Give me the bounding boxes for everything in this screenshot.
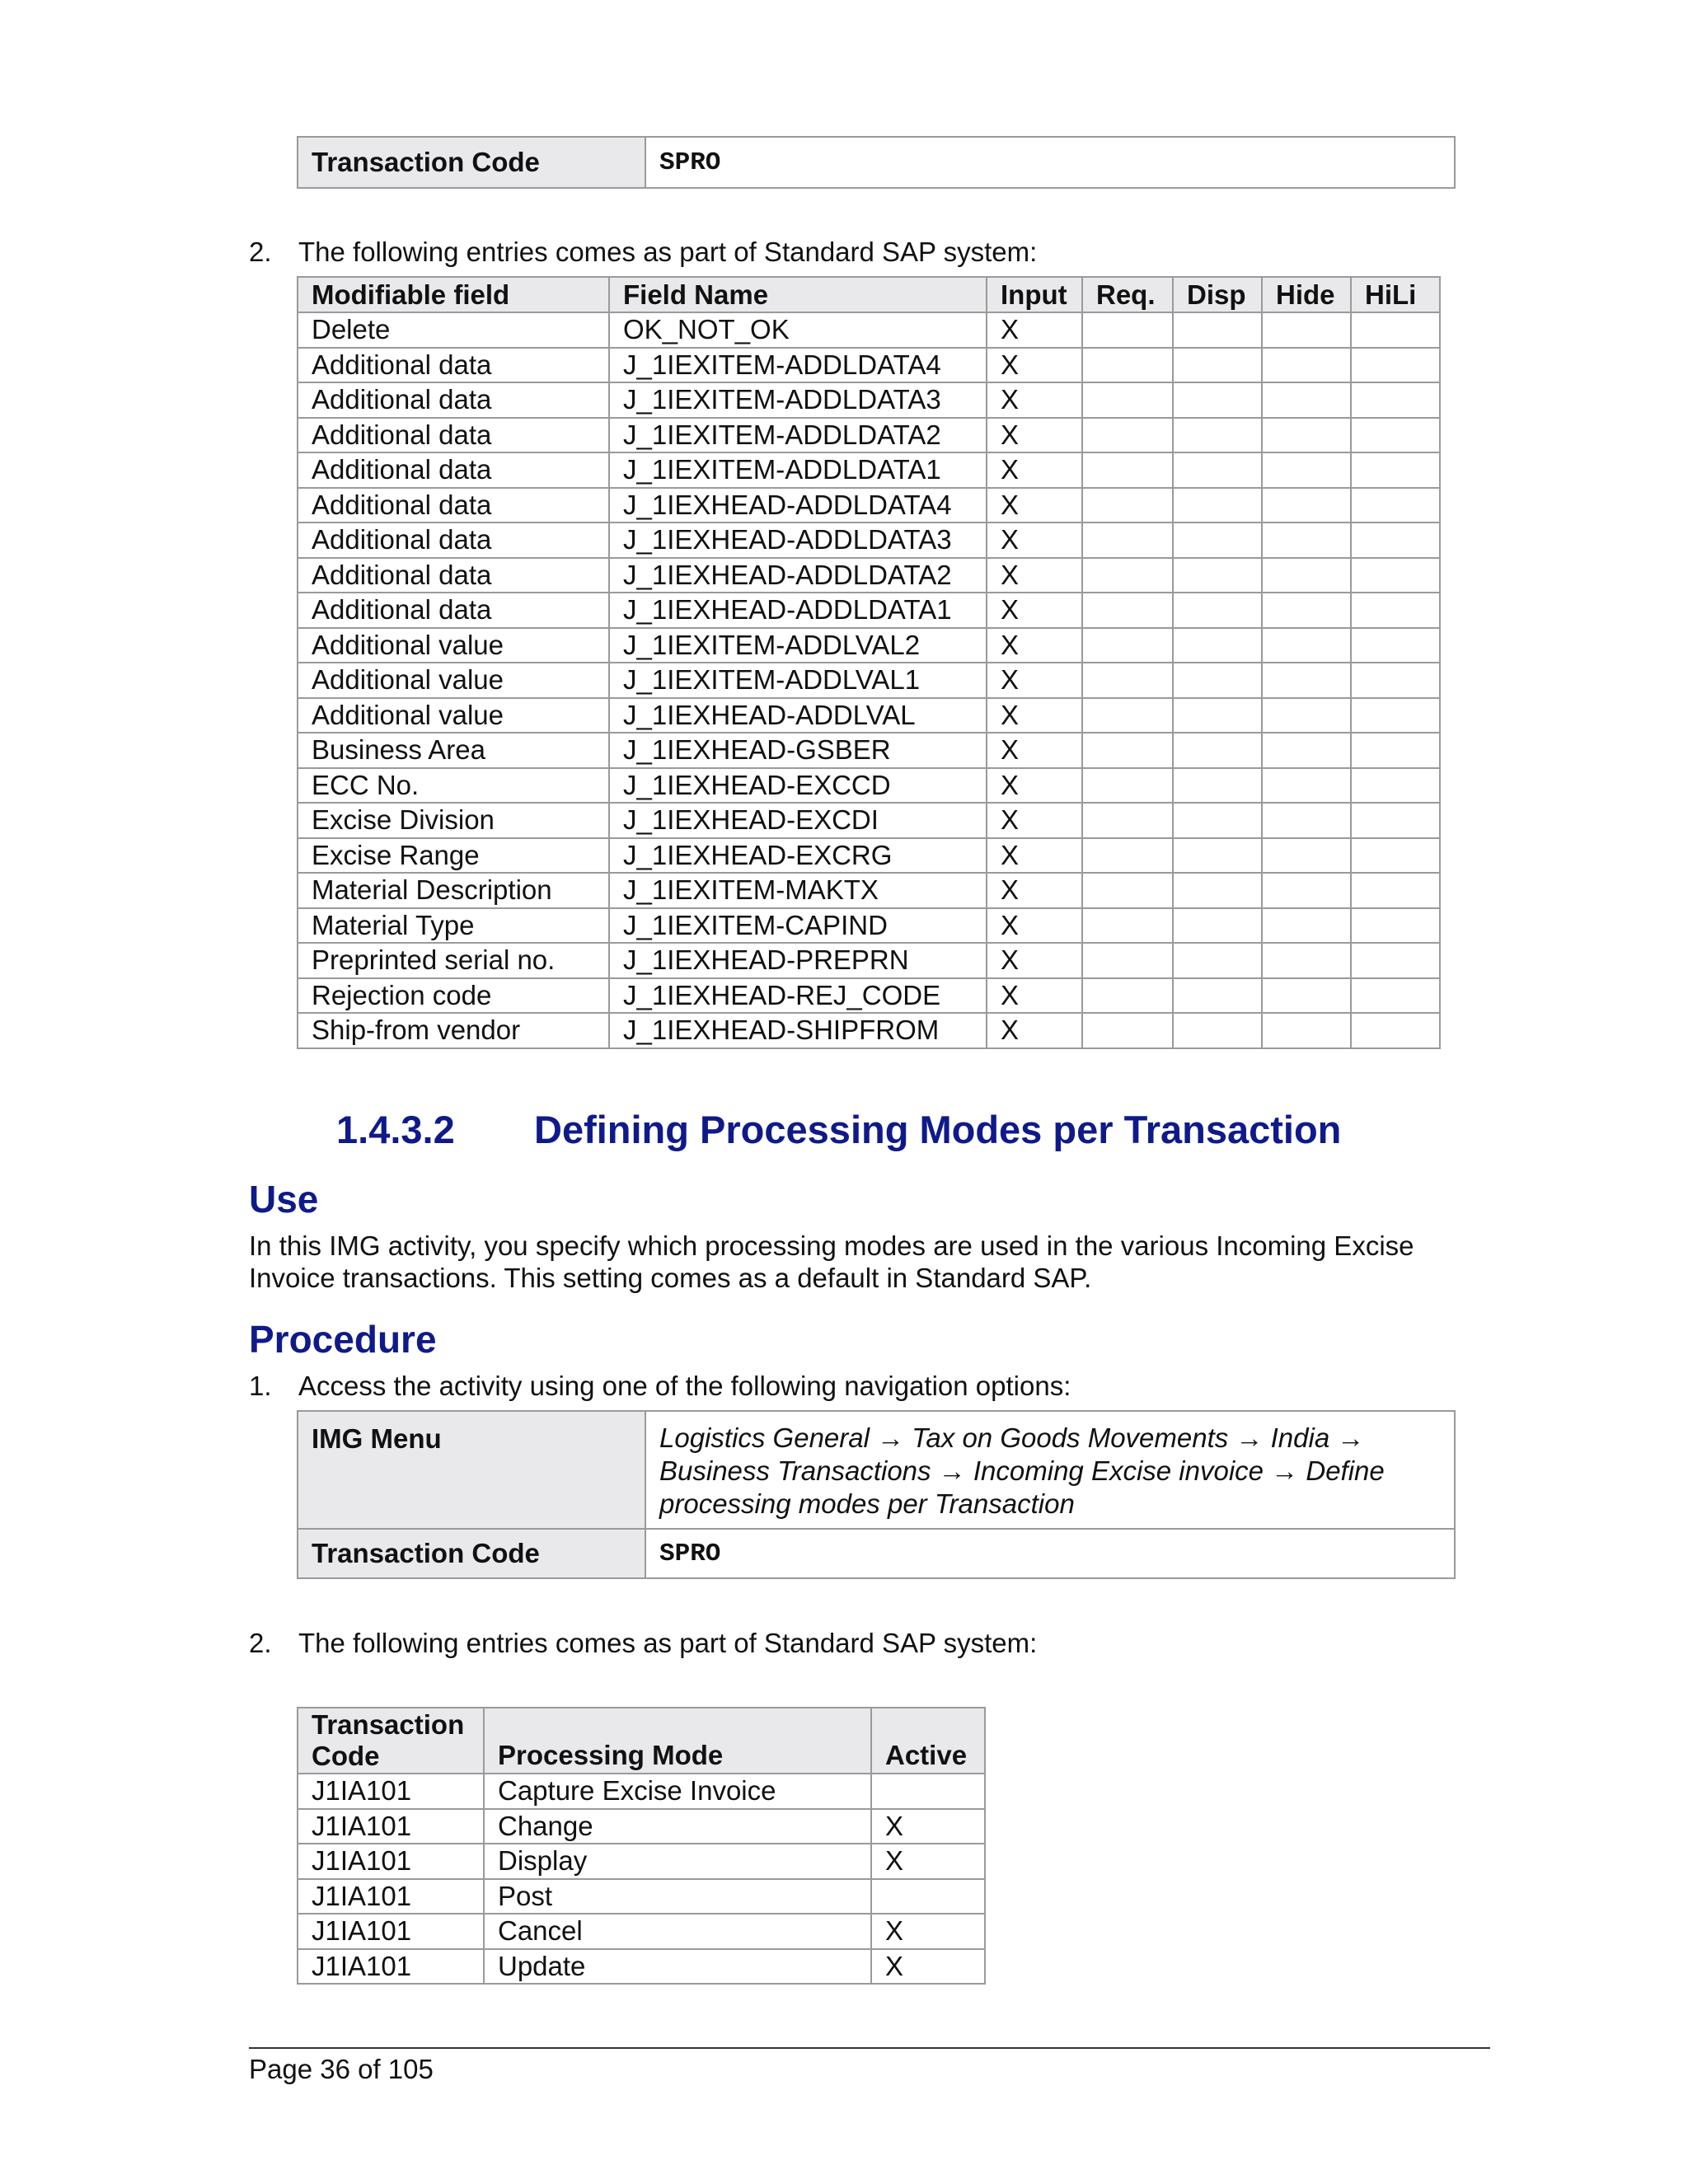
hide-cell [1262, 768, 1351, 804]
disp-cell [1173, 698, 1262, 733]
procedure-heading: Procedure [249, 1318, 437, 1361]
header-disp: Disp [1173, 277, 1262, 312]
table-row [298, 1949, 985, 1985]
disp-cell [1173, 768, 1262, 804]
header-active: Active [871, 1708, 985, 1774]
active-cell: X [871, 1914, 985, 1949]
header-processing-mode: Processing Mode [484, 1708, 871, 1774]
hili-cell [1351, 663, 1440, 698]
table-row [298, 1879, 985, 1915]
active-cell: X [871, 1809, 985, 1844]
step-text: Access the activity using one of the following navigation options: [298, 1371, 1071, 1401]
input-cell: X [987, 312, 1082, 348]
modifiable-field-cell: Rejection code [298, 978, 609, 1014]
field-name-cell: J_1IEXITEM-ADDLDATA3 [609, 382, 987, 418]
hili-cell [1351, 452, 1440, 488]
hili-cell [1351, 838, 1440, 874]
req-cell [1082, 908, 1173, 944]
hide-cell [1262, 873, 1351, 908]
disp-cell [1173, 628, 1262, 663]
req-cell [1082, 768, 1173, 804]
req-cell [1082, 733, 1173, 768]
modifiable-field-cell: Additional data [298, 488, 609, 523]
use-line-1: In this IMG activity, you specify which processing modes are used in the various Incoming Excise [249, 1230, 1414, 1261]
table-row [298, 943, 1440, 978]
modifiable-field-cell: Preprinted serial no. [298, 943, 609, 978]
field-name-cell: J_1IEXITEM-ADDLDATA2 [609, 418, 987, 453]
disp-cell [1173, 558, 1262, 593]
input-cell: X [987, 628, 1082, 663]
req-cell [1082, 838, 1173, 874]
disp-cell [1173, 838, 1262, 874]
input-cell: X [987, 908, 1082, 944]
hide-cell [1262, 908, 1351, 944]
step-text: The following entries comes as part of Standard SAP system: [298, 1628, 1038, 1658]
hili-cell [1351, 768, 1440, 804]
req-cell [1082, 312, 1173, 348]
hide-cell [1262, 452, 1351, 488]
hide-cell [1262, 558, 1351, 593]
modifiable-field-cell: Additional data [298, 348, 609, 383]
disp-cell [1173, 733, 1262, 768]
hili-cell [1351, 733, 1440, 768]
section-title: Defining Processing Modes per Transaction [534, 1108, 1342, 1151]
table-row [298, 768, 1440, 804]
disp-cell [1173, 523, 1262, 558]
section-number: 1.4.3.2 [336, 1108, 455, 1151]
hide-cell [1262, 838, 1351, 874]
use-line-2: Invoice transactions. This setting comes as a default in Standard SAP. [249, 1263, 1092, 1293]
field-name-cell: J_1IEXHEAD-ADDLVAL [609, 698, 987, 733]
page-number: Page 36 of 105 [249, 2054, 434, 2084]
step-number: 2. [249, 237, 272, 267]
modifiable-field-cell: Additional data [298, 593, 609, 628]
hili-cell [1351, 382, 1440, 418]
hide-cell [1262, 803, 1351, 838]
req-cell [1082, 943, 1173, 978]
field-name-cell: J_1IEXHEAD-ADDLDATA2 [609, 558, 987, 593]
field-name-cell: J_1IEXHEAD-EXCDI [609, 803, 987, 838]
step-number: 2. [249, 1628, 272, 1658]
req-cell [1082, 1013, 1173, 1048]
modifiable-field-cell: Additional value [298, 698, 609, 733]
processing-mode-table [297, 1707, 986, 1985]
footer-divider [249, 2047, 1490, 2049]
hide-cell [1262, 593, 1351, 628]
input-cell: X [987, 1013, 1082, 1048]
req-cell [1082, 978, 1173, 1014]
modifiable-field-cell: Additional data [298, 452, 609, 488]
hide-cell [1262, 418, 1351, 453]
disp-cell [1173, 312, 1262, 348]
hide-cell [1262, 943, 1351, 978]
hide-cell [1262, 698, 1351, 733]
transaction-code-value: SPRO [645, 137, 1455, 188]
field-name-cell: J_1IEXHEAD-GSBER [609, 733, 987, 768]
modifiable-field-cell: Additional data [298, 558, 609, 593]
modifiable-field-cell: Delete [298, 312, 609, 348]
hide-cell [1262, 382, 1351, 418]
processing-mode-cell: Post [484, 1879, 871, 1915]
disp-cell [1173, 418, 1262, 453]
disp-cell [1173, 943, 1262, 978]
table-row [298, 523, 1440, 558]
modifiable-field-cell: Additional data [298, 418, 609, 453]
transaction-code-cell: J1IA101 [298, 1844, 484, 1879]
modifiable-field-cell: Additional data [298, 523, 609, 558]
req-cell [1082, 698, 1173, 733]
field-name-cell: J_1IEXITEM-ADDLVAL1 [609, 663, 987, 698]
field-name-cell: J_1IEXHEAD-SHIPFROM [609, 1013, 987, 1048]
top-transaction-table [297, 136, 1456, 189]
field-name-cell: J_1IEXHEAD-PREPRN [609, 943, 987, 978]
processing-mode-cell: Capture Excise Invoice [484, 1774, 871, 1809]
table-row [298, 488, 1440, 523]
disp-cell [1173, 488, 1262, 523]
hili-cell [1351, 348, 1440, 383]
hide-cell [1262, 312, 1351, 348]
table-row [298, 838, 1440, 874]
req-cell [1082, 452, 1173, 488]
disp-cell [1173, 452, 1262, 488]
use-heading: Use [249, 1178, 319, 1221]
req-cell [1082, 348, 1173, 383]
input-cell: X [987, 418, 1082, 453]
req-cell [1082, 593, 1173, 628]
hili-cell [1351, 978, 1440, 1014]
hili-cell [1351, 908, 1440, 944]
input-cell: X [987, 733, 1082, 768]
table-row [298, 908, 1440, 944]
table-row [298, 978, 1440, 1014]
field-name-cell: J_1IEXHEAD-EXCRG [609, 838, 987, 874]
table-row [298, 382, 1440, 418]
modifiable-field-cell: Ship-from vendor [298, 1013, 609, 1048]
input-cell: X [987, 698, 1082, 733]
transaction-code-cell: J1IA101 [298, 1879, 484, 1915]
table-row [298, 628, 1440, 663]
step-text: The following entries comes as part of Standard SAP system: [298, 237, 1038, 267]
table-row [298, 452, 1440, 488]
disp-cell [1173, 1013, 1262, 1048]
table-row [298, 348, 1440, 383]
req-cell [1082, 873, 1173, 908]
field-name-cell: J_1IEXITEM-MAKTX [609, 873, 987, 908]
hili-cell [1351, 803, 1440, 838]
modifiable-field-cell: ECC No. [298, 768, 609, 804]
hide-cell [1262, 348, 1351, 383]
hili-cell [1351, 523, 1440, 558]
field-name-cell: J_1IEXHEAD-ADDLDATA3 [609, 523, 987, 558]
disp-cell [1173, 663, 1262, 698]
transaction-code-label: Transaction Code [298, 137, 645, 188]
table-row [298, 663, 1440, 698]
modifiable-field-cell: Material Type [298, 908, 609, 944]
field-name-cell: J_1IEXHEAD-EXCCD [609, 768, 987, 804]
transaction-code-cell: J1IA101 [298, 1949, 484, 1985]
hili-cell [1351, 312, 1440, 348]
modifiable-field-cell: Excise Division [298, 803, 609, 838]
disp-cell [1173, 873, 1262, 908]
modifiable-field-cell: Additional data [298, 382, 609, 418]
img-menu-path: Logistics General → Tax on Goods Movements → India → Business Transactions → Incoming Excise invoice → Define processing modes per Transaction [645, 1411, 1455, 1529]
modifiable-fields-table [297, 276, 1441, 1049]
header-modifiable-field: Modifiable field [298, 277, 609, 312]
header-hili: HiLi [1351, 277, 1440, 312]
input-cell: X [987, 593, 1082, 628]
req-cell [1082, 523, 1173, 558]
req-cell [1082, 663, 1173, 698]
table-row [298, 593, 1440, 628]
active-cell [871, 1774, 985, 1809]
hili-cell [1351, 488, 1440, 523]
table-row [298, 1914, 985, 1949]
hili-cell [1351, 1013, 1440, 1048]
img-menu-label: IMG Menu [298, 1411, 645, 1529]
table-row [298, 1774, 985, 1809]
active-cell: X [871, 1949, 985, 1985]
use-paragraph [249, 1230, 1414, 1294]
input-cell: X [987, 488, 1082, 523]
field-name-cell: J_1IEXITEM-ADDLVAL2 [609, 628, 987, 663]
hide-cell [1262, 733, 1351, 768]
hide-cell [1262, 488, 1351, 523]
table-row [298, 1844, 985, 1879]
req-cell [1082, 803, 1173, 838]
header-hide: Hide [1262, 277, 1351, 312]
table-row [298, 418, 1440, 453]
hili-cell [1351, 628, 1440, 663]
table-row [298, 698, 1440, 733]
hide-cell [1262, 523, 1351, 558]
header-input: Input [987, 277, 1082, 312]
hide-cell [1262, 628, 1351, 663]
input-cell: X [987, 943, 1082, 978]
disp-cell [1173, 803, 1262, 838]
table-row [298, 558, 1440, 593]
disp-cell [1173, 908, 1262, 944]
input-cell: X [987, 558, 1082, 593]
header-transaction-code [298, 1708, 484, 1774]
hili-cell [1351, 943, 1440, 978]
hili-cell [1351, 558, 1440, 593]
req-cell [1082, 628, 1173, 663]
table-row [298, 1013, 1440, 1048]
disp-cell [1173, 593, 1262, 628]
table-row [298, 803, 1440, 838]
input-cell: X [987, 803, 1082, 838]
header-transaction-code-line-2: Code [312, 1741, 380, 1771]
hide-cell [1262, 1013, 1351, 1048]
transaction-code-value: SPRO [645, 1529, 1455, 1578]
transaction-code-cell: J1IA101 [298, 1809, 484, 1844]
req-cell [1082, 488, 1173, 523]
field-name-cell: J_1IEXHEAD-ADDLDATA1 [609, 593, 987, 628]
field-name-cell: J_1IEXITEM-CAPIND [609, 908, 987, 944]
hide-cell [1262, 978, 1351, 1014]
transaction-code-cell: J1IA101 [298, 1774, 484, 1809]
table-row [298, 873, 1440, 908]
processing-mode-cell: Cancel [484, 1914, 871, 1949]
req-cell [1082, 418, 1173, 453]
step-number: 1. [249, 1371, 272, 1401]
req-cell [1082, 558, 1173, 593]
field-name-cell: J_1IEXHEAD-ADDLDATA4 [609, 488, 987, 523]
modifiable-field-cell: Excise Range [298, 838, 609, 874]
header-field-name: Field Name [609, 277, 987, 312]
input-cell: X [987, 838, 1082, 874]
section-heading [336, 1107, 1342, 1152]
table-row [298, 312, 1440, 348]
table-row [298, 1809, 985, 1844]
navigation-table [297, 1410, 1456, 1579]
field-name-cell: J_1IEXITEM-ADDLDATA4 [609, 348, 987, 383]
input-cell: X [987, 348, 1082, 383]
field-name-cell: J_1IEXHEAD-REJ_CODE [609, 978, 987, 1014]
modifiable-field-cell: Material Description [298, 873, 609, 908]
input-cell: X [987, 873, 1082, 908]
field-name-cell: OK_NOT_OK [609, 312, 987, 348]
hide-cell [1262, 663, 1351, 698]
req-cell [1082, 382, 1173, 418]
transaction-code-label: Transaction Code [298, 1529, 645, 1578]
header-req: Req. [1082, 277, 1173, 312]
active-cell: X [871, 1844, 985, 1879]
hili-cell [1351, 698, 1440, 733]
disp-cell [1173, 382, 1262, 418]
field-name-cell: J_1IEXITEM-ADDLDATA1 [609, 452, 987, 488]
input-cell: X [987, 663, 1082, 698]
hili-cell [1351, 593, 1440, 628]
input-cell: X [987, 978, 1082, 1014]
modifiable-field-cell: Additional value [298, 628, 609, 663]
hili-cell [1351, 873, 1440, 908]
modifiable-field-cell: Business Area [298, 733, 609, 768]
input-cell: X [987, 382, 1082, 418]
header-transaction-code-line-1: Transaction [312, 1709, 465, 1740]
input-cell: X [987, 452, 1082, 488]
disp-cell [1173, 978, 1262, 1014]
table-row [298, 733, 1440, 768]
disp-cell [1173, 348, 1262, 383]
active-cell [871, 1879, 985, 1915]
modifiable-field-cell: Additional value [298, 663, 609, 698]
transaction-code-cell: J1IA101 [298, 1914, 484, 1949]
processing-mode-cell: Change [484, 1809, 871, 1844]
input-cell: X [987, 523, 1082, 558]
input-cell: X [987, 768, 1082, 804]
processing-mode-cell: Update [484, 1949, 871, 1985]
hili-cell [1351, 418, 1440, 453]
processing-mode-cell: Display [484, 1844, 871, 1879]
